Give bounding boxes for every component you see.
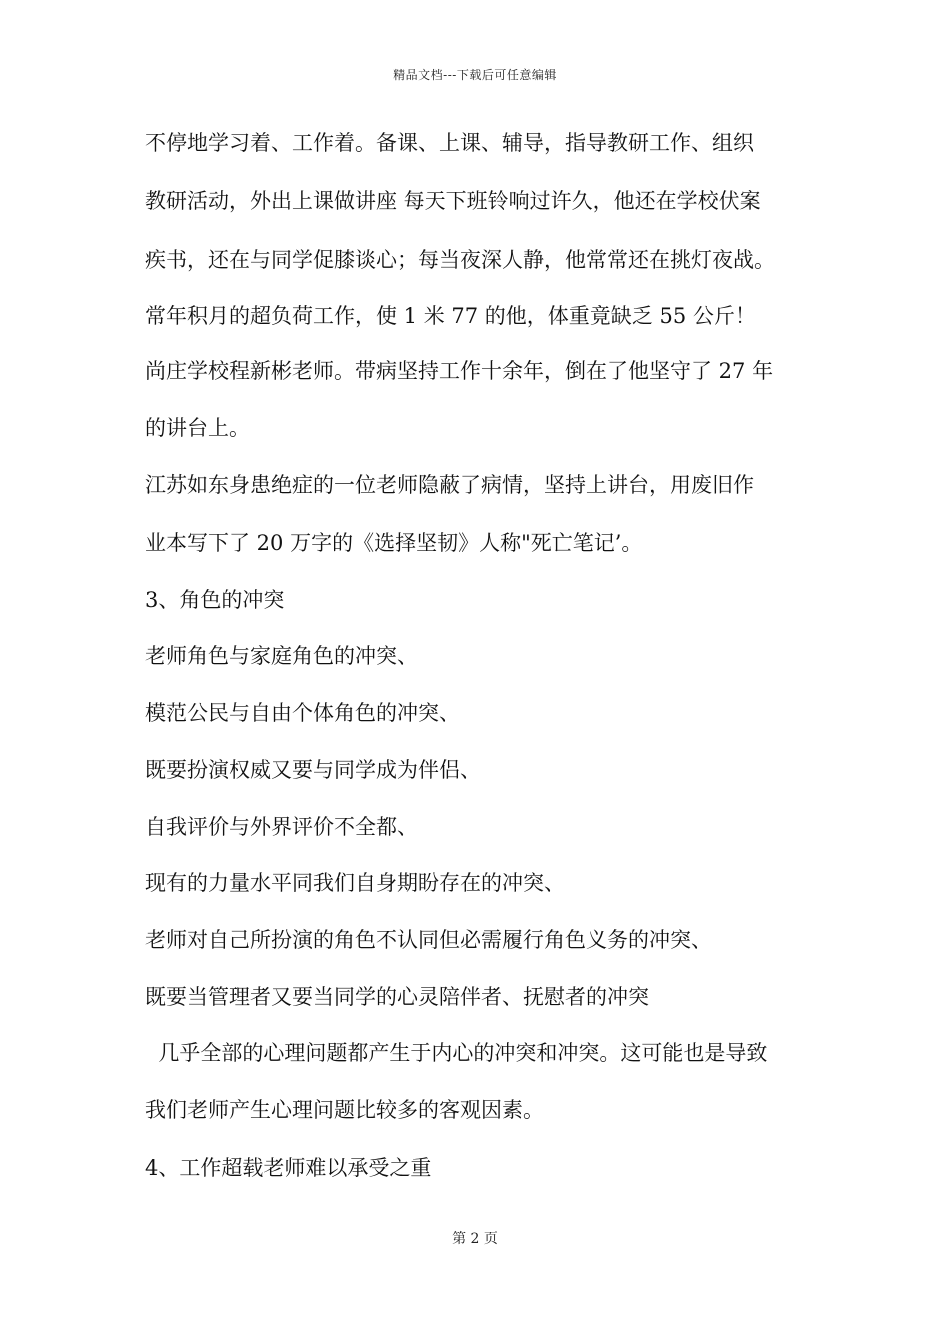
list-item: 既要扮演权威又要与同学成为伴侣、	[145, 758, 481, 782]
text-line: 业本写下了 20 万字的《选择坚韧》人称"死亡笔记’。	[145, 531, 643, 555]
list-item: 既要当管理者又要当同学的心灵陪伴者、抚慰者的冲突	[145, 985, 649, 1009]
section-heading: 3、角色的冲突	[145, 588, 285, 612]
list-item: 自我评价与外界评价不全都、	[145, 815, 418, 839]
list-item: 老师对自己所扮演的角色不认同但必需履行角色义务的冲突、	[145, 928, 712, 952]
section-heading: 4、工作超载老师难以承受之重	[145, 1156, 432, 1180]
list-item: 模范公民与自由个体角色的冲突、	[145, 701, 460, 725]
page-number: 第 2 页	[452, 1231, 498, 1247]
list-item: 现有的力量水平同我们自身期盼存在的冲突、	[145, 871, 565, 895]
text-line: 几乎全部的心理问题都产生于内心的冲突和冲突。这可能也是导致	[145, 1041, 768, 1065]
text-line: 不停地学习着、工作着。备课、上课、辅导，指导教研工作、组织	[145, 131, 754, 155]
page-header: 精品文档---下载后可任意编辑	[393, 68, 557, 82]
text-line: 的讲台上。	[145, 416, 250, 440]
text-line: 常年积月的超负荷工作，使 1 米 77 的他，体重竟缺乏 55 公斤！	[145, 304, 756, 328]
list-item: 老师角色与家庭角色的冲突、	[145, 644, 418, 668]
text-line: 疾书，还在与同学促膝谈心；每当夜深人静，他常常还在挑灯夜战。	[145, 248, 775, 272]
text-line: 江苏如东身患绝症的一位老师隐蔽了病情，坚持上讲台，用废旧作	[145, 473, 754, 497]
text-line: 我们老师产生心理问题比较多的客观因素。	[145, 1098, 544, 1122]
text-line: 教研活动，外出上课做讲座 每天下班铃响过许久，他还在学校伏案	[145, 189, 761, 213]
text-line: 尚庄学校程新彬老师。带病坚持工作十余年，倒在了他坚守了 27 年	[145, 359, 774, 383]
